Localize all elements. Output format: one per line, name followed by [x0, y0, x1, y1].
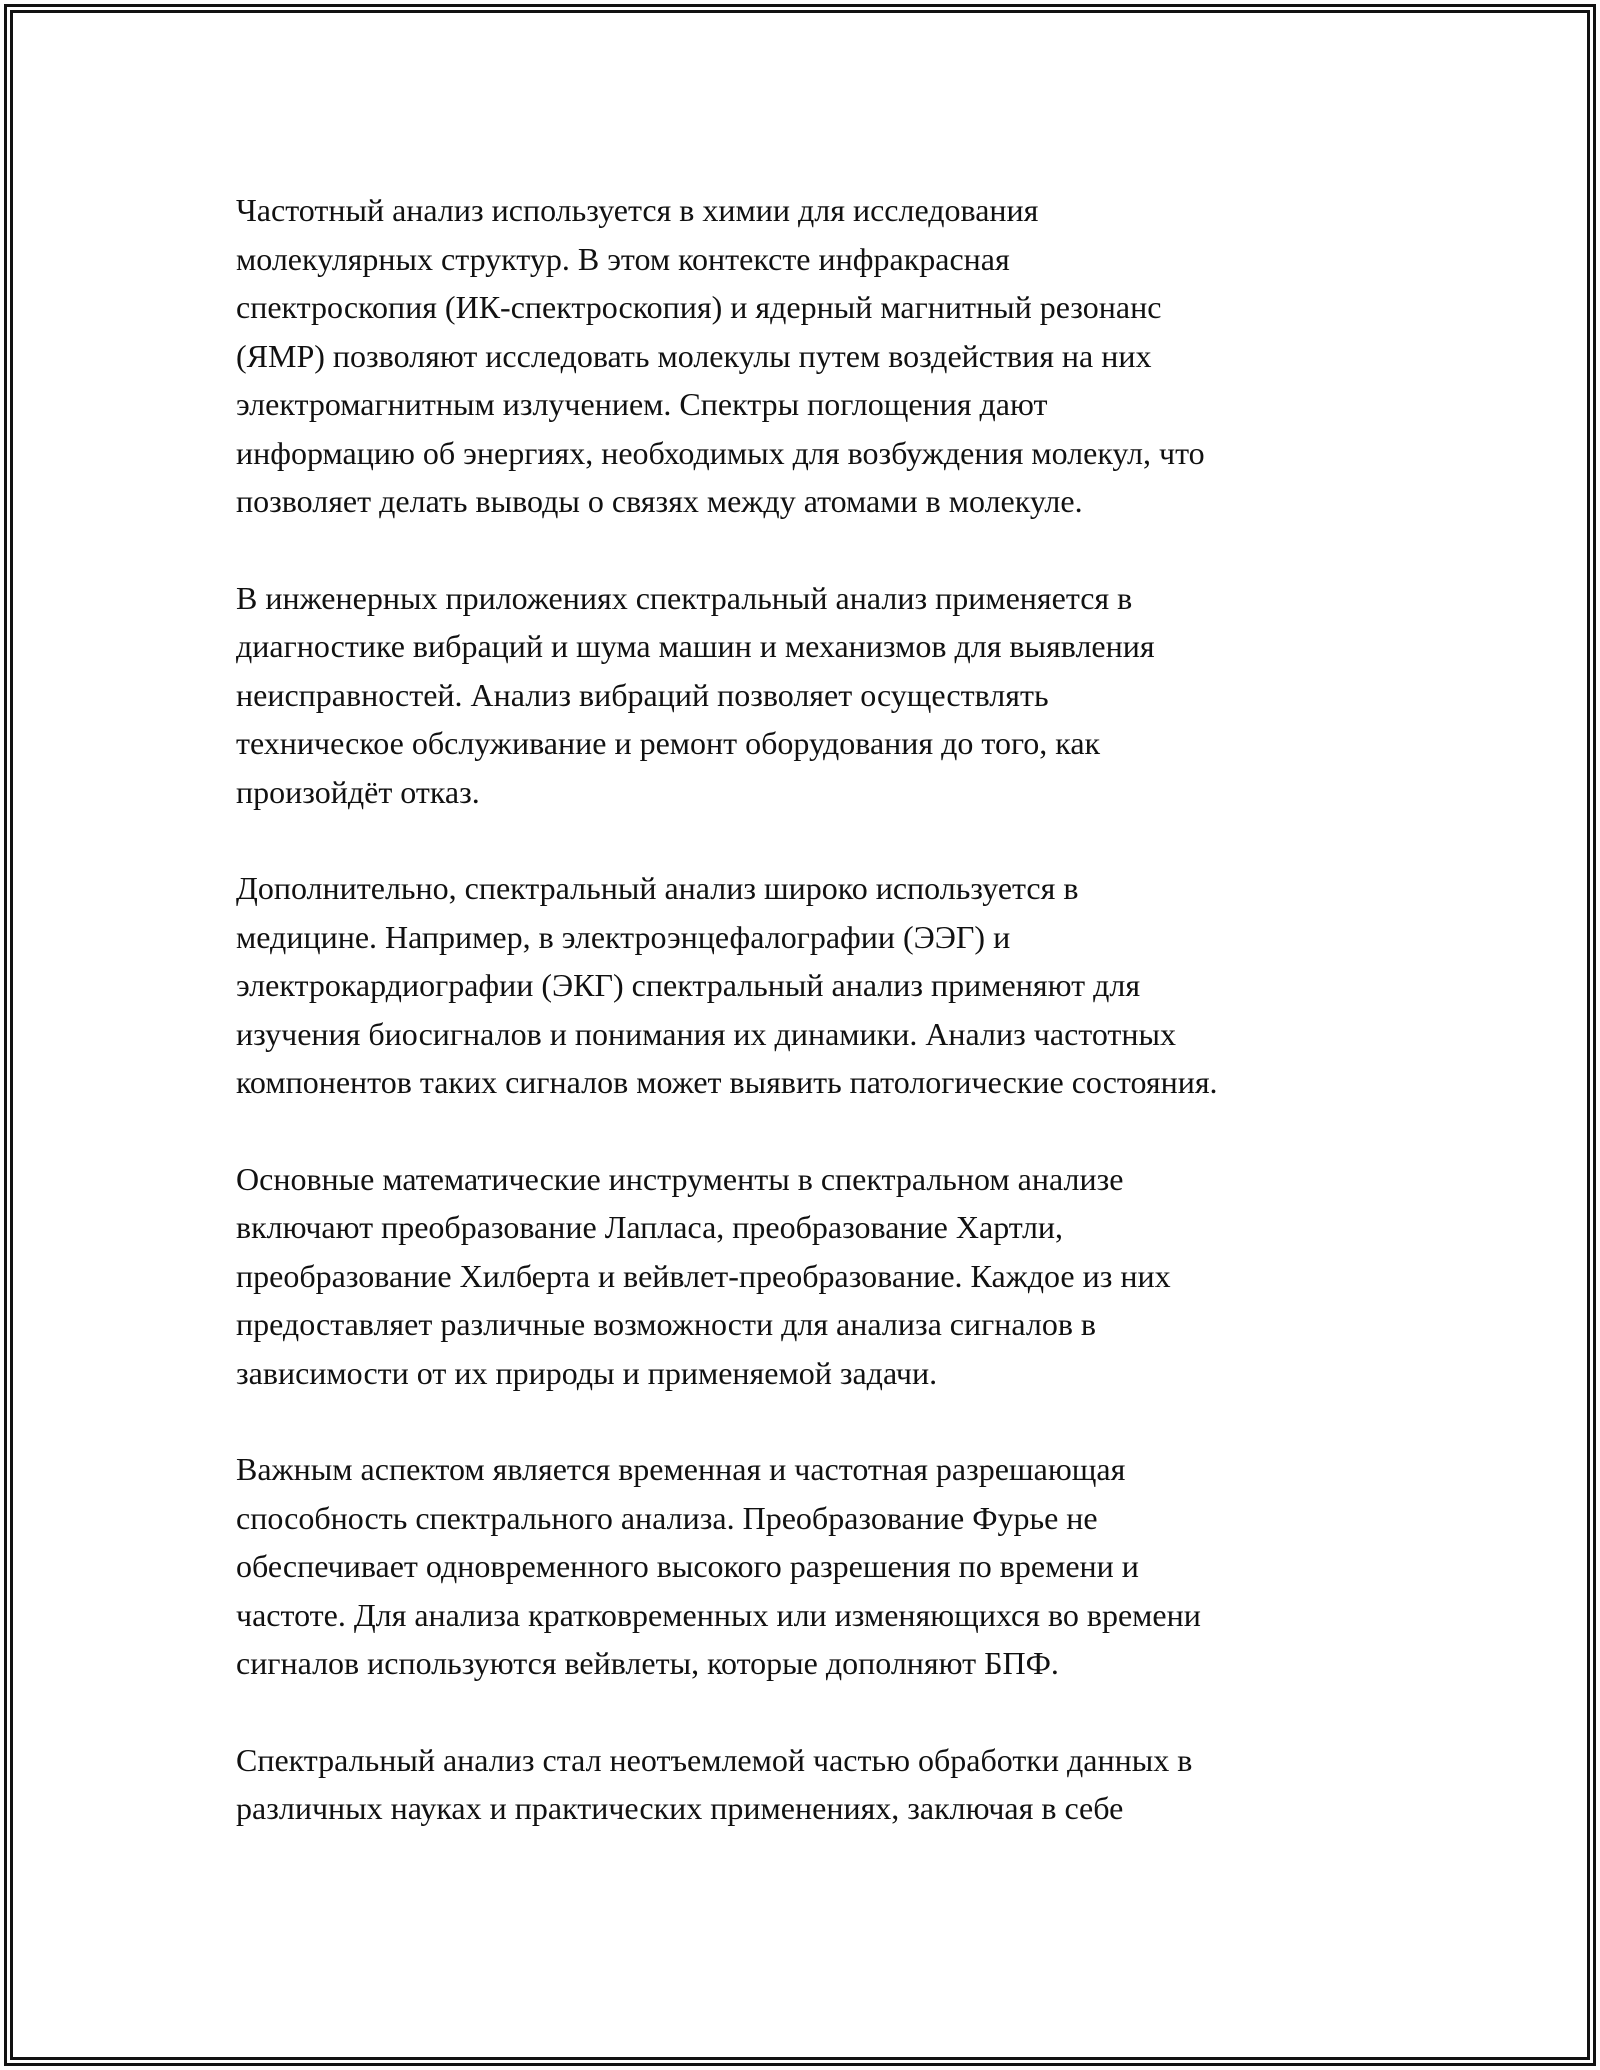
text-line: (ЯМР) позволяют исследовать молекулы путем воздействия на них [236, 337, 1152, 374]
paragraph-medicine [236, 864, 1396, 1107]
text-line: диагностике вибраций и шума машин и механизмов для выявления [236, 628, 1155, 664]
text-line: произойдёт отказ. [236, 773, 480, 810]
text-line: Частотный анализ используется в химии для исследования [236, 192, 1039, 228]
paragraph-math-tools [236, 1155, 1396, 1398]
text-line: техническое обслуживание и ремонт оборудования до того, как [236, 725, 1101, 761]
text-line: преобразование Хилберта и вейвлет-преобразование. Каждое из них [236, 1257, 1171, 1294]
document-body [236, 186, 1396, 1881]
text-line: изучения биосигналов и понимания их динамики. Анализ частотных [236, 1015, 1177, 1052]
text-line: молекулярных структур. В этом контексте инфракрасная [236, 240, 1010, 277]
text-line: Важным аспектом является временная и частотная разрешающая [236, 1451, 1126, 1487]
text-line: информацию об энергиях, необходимых для возбуждения молекул, что [236, 434, 1205, 471]
text-line: В инженерных приложениях спектральный анализ применяется в [236, 579, 1133, 616]
text-line: обеспечивает одновременного высокого разрешения по времени и [236, 1548, 1139, 1584]
text-line: Основные математические инструменты в спектральном анализе [236, 1160, 1124, 1197]
text-line: способность спектрального анализа. Преобразование Фурье не [236, 1499, 1098, 1536]
text-line: электрокардиографии (ЭКГ) спектральный анализ применяют для [236, 967, 1141, 1003]
text-line: неисправностей. Анализ вибраций позволяет осуществлять [236, 676, 1049, 713]
paragraph-chemistry [236, 186, 1396, 526]
text-line: электромагнитным излучением. Спектры поглощения дают [236, 386, 1048, 422]
text-line: спектроскопия (ИК-спектроскопия) и ядерный магнитный резонанс [236, 289, 1162, 325]
text-line: различных науках и практических применениях, заключая в себе [236, 1790, 1124, 1826]
text-line: медицине. Например, в электроэнцефалографии (ЭЭГ) и [236, 918, 1011, 955]
text-line: Дополнительно, спектральный анализ широко используется в [236, 870, 1079, 906]
paragraph-engineering [236, 574, 1396, 817]
paragraph-resolution [236, 1445, 1396, 1688]
text-line: Спектральный анализ стал неотъемлемой частью обработки данных в [236, 1741, 1193, 1778]
text-line: зависимости от их природы и применяемой задачи. [236, 1354, 938, 1391]
text-line: частоте. Для анализа кратковременных или изменяющихся во времени [236, 1596, 1201, 1633]
text-line: позволяет делать выводы о связях между атомами в молекуле. [236, 483, 1083, 519]
paragraph-conclusion [236, 1736, 1396, 1833]
text-line: сигналов используются вейвлеты, которые дополняют БПФ. [236, 1645, 1059, 1681]
text-line: компонентов таких сигналов может выявить патологические состояния. [236, 1064, 1218, 1100]
text-line: включают преобразование Лапласа, преобразование Хартли, [236, 1209, 1064, 1245]
text-line: предоставляет различные возможности для анализа сигналов в [236, 1306, 1097, 1342]
